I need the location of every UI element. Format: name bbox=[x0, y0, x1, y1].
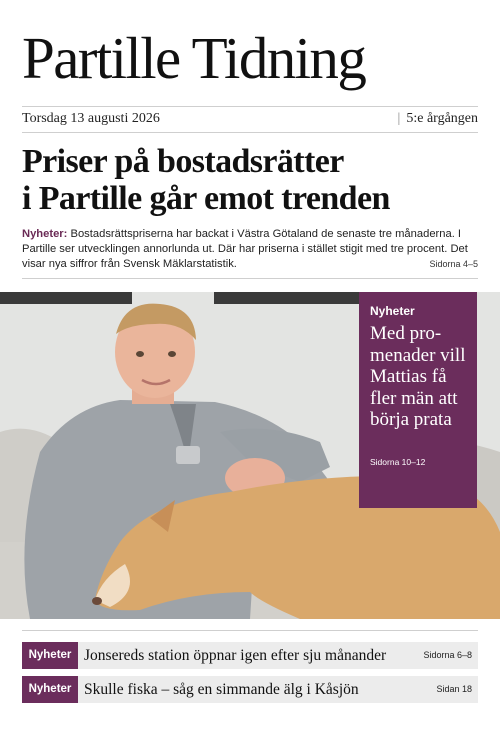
issue-date: Torsdag 13 augusti 2026 bbox=[22, 111, 160, 126]
lede-text: Bostadsrättspriserna har backat i Västra Götaland de senaste tre månaderna. I Partille ser utvecklingen annorlunda ut. Där har priserna i stället stigit med tre procent. Det visar nya siffror från Svensk Mäklarstatistik. bbox=[22, 228, 468, 270]
teaser-headline: Med pro-menader vill Mattias få fler män att börja prata bbox=[370, 323, 466, 430]
dateline-rule bbox=[22, 132, 478, 133]
lede-kicker: Nyheter: bbox=[22, 228, 68, 240]
photo-teaser-box[interactable] bbox=[359, 292, 477, 508]
teaser-page-reference: Sidorna 10–12 bbox=[370, 457, 426, 467]
story-row[interactable] bbox=[22, 676, 478, 703]
lead-headline[interactable] bbox=[22, 143, 482, 217]
edition-separator: | bbox=[397, 111, 401, 126]
story-row[interactable] bbox=[22, 642, 478, 669]
masthead-rule-top bbox=[22, 106, 478, 107]
lead-lede bbox=[22, 227, 478, 272]
story-page-reference: Sidorna 6–8 bbox=[423, 650, 472, 660]
story-title: Jonsereds station öppnar igen efter sju månander bbox=[84, 647, 387, 664]
story-title: Skulle fiska – såg en simmande älg i Kåsjön bbox=[84, 681, 359, 698]
lead-headline-line-2: i Partille går emot trenden bbox=[22, 180, 390, 217]
stories-rule bbox=[22, 630, 478, 631]
teaser-kicker: Nyheter bbox=[370, 304, 415, 318]
story-kicker: Nyheter bbox=[22, 676, 78, 703]
edition-label: 5:e årgången bbox=[406, 111, 478, 126]
story-page-reference: Sidan 18 bbox=[436, 684, 472, 694]
lead-rule-bottom bbox=[22, 278, 478, 279]
lead-headline-line-1: Priser på bostadsrätter bbox=[22, 143, 344, 180]
story-kicker: Nyheter bbox=[22, 642, 78, 669]
edition-info bbox=[398, 111, 478, 127]
newspaper-masthead: Partille Tidning bbox=[22, 25, 366, 91]
lead-page-reference: Sidorna 4–5 bbox=[429, 259, 478, 269]
